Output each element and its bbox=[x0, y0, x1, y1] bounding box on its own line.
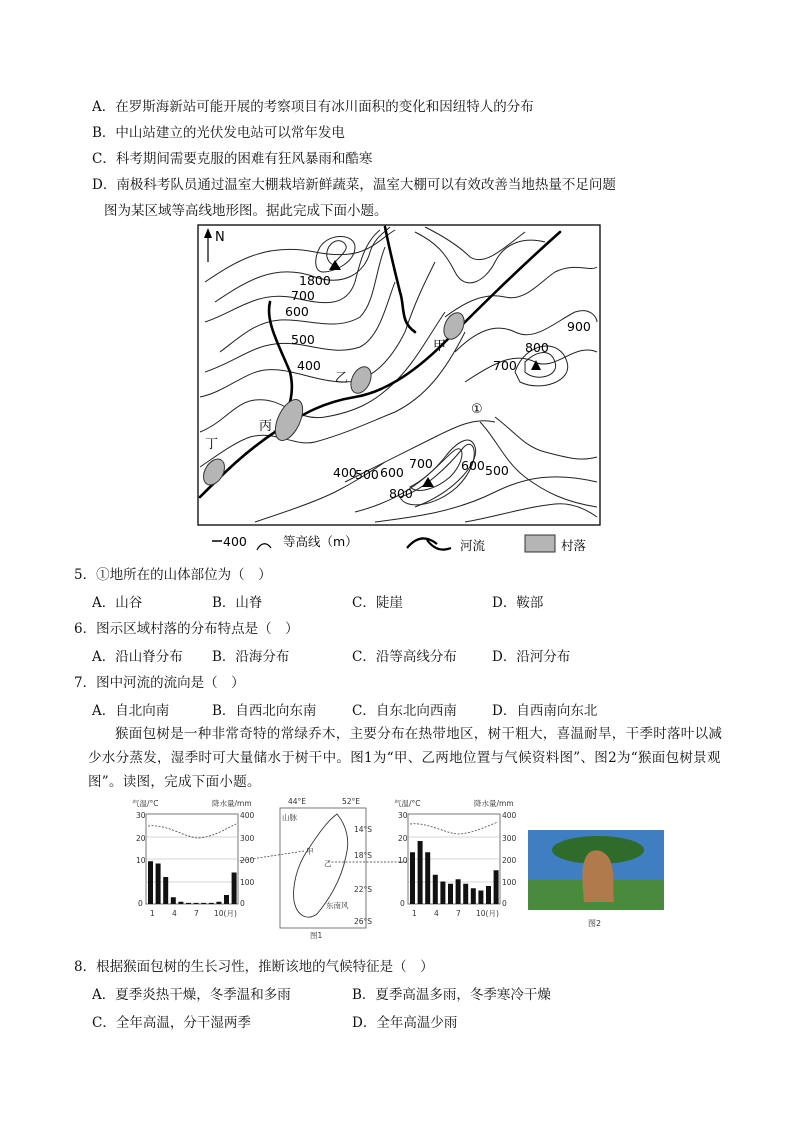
right-month-tick: 7 bbox=[456, 909, 461, 918]
contour-label: 600 bbox=[461, 458, 485, 473]
right-month-tick: 10(月) bbox=[476, 909, 499, 918]
place-label-bing: 丙 bbox=[259, 419, 273, 434]
right-month-tick: 1 bbox=[412, 909, 417, 918]
q5-option-c: C．陡崖 bbox=[352, 595, 403, 611]
left-month-tick: 4 bbox=[172, 909, 177, 918]
precip-bar bbox=[194, 903, 199, 904]
fig1-caption: 图1 bbox=[310, 931, 323, 940]
map-lon1: 44°E bbox=[288, 797, 307, 806]
precip-bar bbox=[433, 875, 438, 904]
precip-bar bbox=[216, 902, 221, 904]
contour-label: 500 bbox=[291, 332, 315, 347]
right-month-tick: 4 bbox=[434, 909, 439, 918]
map-mountain: 山脉 bbox=[282, 813, 297, 822]
left-month-tick: 10(月) bbox=[214, 909, 237, 918]
madagascar-map bbox=[238, 797, 407, 940]
q7-stem: 7．图中河流的流向是（ ） bbox=[74, 675, 245, 691]
right-precip-tick: 0 bbox=[502, 899, 507, 908]
right-temp-label: 气温/°C bbox=[394, 799, 421, 808]
left-month-tick: 1 bbox=[150, 909, 155, 918]
q5-option-b: B．山脊 bbox=[212, 595, 263, 611]
option-a-prev: A．在罗斯海新站可能开展的考察项目有冰川面积的变化和因纽特人的分布 bbox=[92, 99, 534, 115]
contour-label: 700 bbox=[291, 288, 315, 303]
contour-label: 1800 bbox=[299, 273, 331, 288]
q5-stem: 5．①地所在的山体部位为（ ） bbox=[74, 567, 272, 583]
right-precip-label: 降水量/mm bbox=[474, 799, 514, 808]
figure2-baobab bbox=[528, 830, 668, 930]
legend-village-text: 村落 bbox=[561, 538, 587, 553]
figure1-climate bbox=[132, 796, 552, 946]
contour-label: 500 bbox=[355, 467, 379, 482]
contour-label: 800 bbox=[525, 340, 549, 355]
left-precip-tick: 0 bbox=[240, 899, 245, 908]
precip-bar bbox=[494, 870, 499, 904]
precip-bar bbox=[186, 903, 191, 904]
contour-label: 900 bbox=[567, 319, 591, 334]
q7-option-b: B．自西北向东南 bbox=[212, 703, 317, 719]
left-temp-tick: 10 bbox=[136, 856, 146, 865]
intro-baobab: 猴面包树是一种非常奇特的常绿乔木，主要分布在热带地区，树干粗大，喜温耐旱，干季时落叶以减少水分蒸发，湿季时可大量储水于树干中。图1为“甲、乙两地位置与气候资料图”、图2为“猴面包树景观图”。读图，完成下面小题。 bbox=[88, 726, 723, 790]
precip-bar bbox=[478, 891, 483, 905]
contour-label: 700 bbox=[409, 456, 433, 471]
left-temp-tick: 20 bbox=[136, 834, 146, 843]
contour-label: 600 bbox=[380, 465, 404, 480]
left-precip-tick: 400 bbox=[240, 811, 255, 820]
contour-legend-icon bbox=[257, 544, 271, 550]
left-precip-label: 降水量/mm bbox=[212, 799, 252, 808]
q5-option-d: D．鞍部 bbox=[492, 595, 544, 611]
left-temp-label: 气温/°C bbox=[132, 799, 159, 808]
contour-label: 800 bbox=[389, 486, 413, 501]
right-precip-tick: 200 bbox=[502, 856, 517, 865]
left-temp-tick: 30 bbox=[136, 811, 146, 820]
precip-bar bbox=[463, 884, 468, 904]
precip-bar bbox=[148, 861, 153, 904]
precip-bar bbox=[410, 852, 415, 904]
right-precip-tick: 300 bbox=[502, 834, 517, 843]
map-lat3: 22°S bbox=[354, 885, 373, 894]
north-label: N bbox=[215, 230, 225, 245]
precip-bar bbox=[178, 902, 183, 904]
precip-bar bbox=[418, 841, 423, 904]
precip-bar bbox=[156, 864, 161, 905]
right-temp-tick: 30 bbox=[398, 811, 408, 820]
legend-river-text: 河流 bbox=[460, 538, 486, 553]
river-legend-icon bbox=[407, 538, 451, 549]
precip-bar bbox=[456, 879, 461, 904]
left-precip-tick: 300 bbox=[240, 834, 255, 843]
q6-stem: 6．图示区域村落的分布特点是（ ） bbox=[74, 621, 299, 637]
precip-bar bbox=[448, 884, 453, 904]
map-wind: 东南风 bbox=[326, 901, 349, 910]
q7-option-d: D．自西南向东北 bbox=[492, 703, 598, 719]
place-label-jia: 甲 bbox=[433, 339, 447, 354]
place-label-ding: 丁 bbox=[205, 437, 219, 452]
precip-bar bbox=[209, 903, 214, 904]
map-lat1: 14°S bbox=[354, 825, 373, 834]
village-legend-icon bbox=[525, 535, 555, 552]
right-precip-tick: 400 bbox=[502, 811, 517, 820]
q8-option-c: C．全年高温，分干湿两季 bbox=[92, 1015, 251, 1031]
q7-option-a: A．自北向南 bbox=[92, 703, 170, 719]
q8-stem: 8．根据猴面包树的生长习性，推断该地的气候特征是（ ） bbox=[74, 959, 434, 975]
precip-bar bbox=[471, 888, 476, 904]
q8-option-a: A．夏季炎热干燥，冬季温和多雨 bbox=[92, 987, 291, 1003]
precip-bar bbox=[163, 877, 168, 904]
q6-option-a: A．沿山脊分布 bbox=[92, 649, 183, 665]
place-label-site1: ① bbox=[471, 402, 483, 417]
legend-contour-text: 等高线（m） bbox=[283, 534, 358, 549]
precip-bar bbox=[201, 903, 206, 904]
q8-option-d: D．全年高温少雨 bbox=[352, 1015, 458, 1031]
right-temp-tick: 10 bbox=[398, 856, 408, 865]
q5-option-a: A．山谷 bbox=[92, 595, 143, 611]
q6-option-c: C．沿等高线分布 bbox=[352, 649, 457, 665]
precip-bar bbox=[440, 882, 445, 905]
map-yi: 乙 bbox=[324, 859, 332, 868]
map-jia: 甲 bbox=[306, 847, 314, 856]
left-precip-tick: 100 bbox=[240, 878, 255, 887]
option-b-prev: B．中山站建立的光伏发电站可以常年发电 bbox=[92, 125, 345, 141]
q7-option-c: C．自东北向西南 bbox=[352, 703, 457, 719]
q6-option-d: D．沿河分布 bbox=[492, 649, 571, 665]
legend-contour-value: 400 bbox=[223, 534, 247, 549]
left-temp-tick: 0 bbox=[138, 899, 143, 908]
precip-bar bbox=[486, 886, 491, 904]
fig2-caption: 图2 bbox=[588, 919, 602, 928]
place-label-yi: 乙 bbox=[335, 371, 349, 386]
precip-bar bbox=[171, 897, 176, 904]
precip-bar bbox=[224, 895, 229, 904]
q8-option-b: B．夏季高温多雨，冬季寒冷干燥 bbox=[352, 987, 551, 1003]
contour-label: 500 bbox=[485, 463, 509, 478]
left-month-tick: 7 bbox=[194, 909, 199, 918]
climate-chart-left bbox=[132, 798, 255, 918]
option-c-prev: C．科考期间需要克服的困难有狂风暴雨和酷寒 bbox=[92, 151, 373, 167]
option-d-prev: D．南极科考队员通过温室大棚栽培新鲜蔬菜，温室大棚可以有效改善当地热量不足问题 bbox=[92, 177, 616, 193]
map-lon2: 52°E bbox=[342, 797, 361, 806]
right-temp-tick: 20 bbox=[398, 834, 408, 843]
precip-bar bbox=[425, 852, 430, 904]
map-lat2: 18°S bbox=[354, 851, 373, 860]
precip-bar bbox=[232, 873, 237, 905]
right-temp-tick: 0 bbox=[400, 899, 405, 908]
contour-label: 400 bbox=[333, 465, 357, 480]
q6-option-b: B．沿海分布 bbox=[212, 649, 290, 665]
contour-label: 600 bbox=[285, 304, 309, 319]
right-precip-tick: 100 bbox=[502, 878, 517, 887]
contour-label: 700 bbox=[493, 358, 517, 373]
contour-label: 400 bbox=[297, 358, 321, 373]
map-lat4: 26°S bbox=[354, 917, 373, 926]
left-precip-tick: 200 bbox=[240, 856, 255, 865]
climate-chart-right bbox=[394, 798, 517, 918]
intro-contour-map: 图为某区域等高线地形图。据此完成下面小题。 bbox=[104, 203, 388, 219]
contour-map-figure bbox=[195, 222, 605, 562]
